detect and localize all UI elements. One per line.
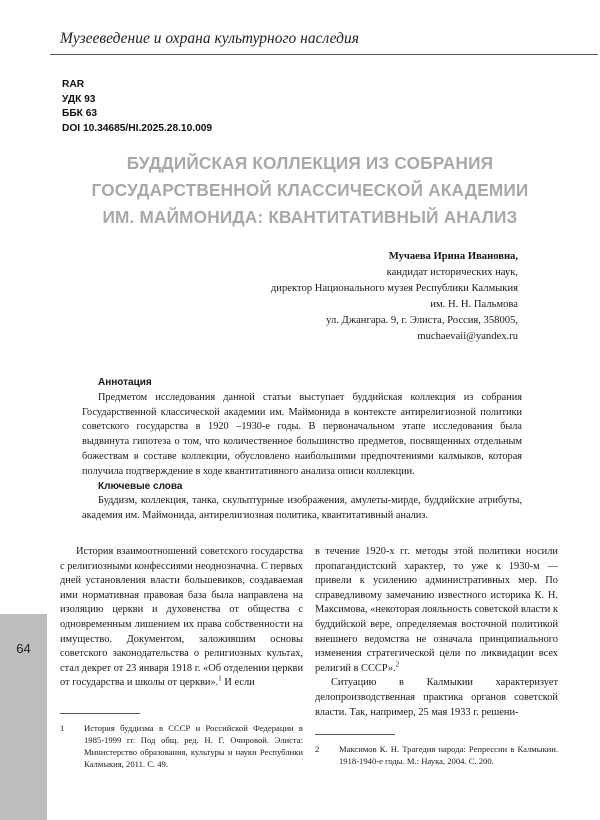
page-number: 64 — [16, 641, 31, 656]
body-column-left — [60, 545, 303, 770]
abstract-block — [82, 376, 522, 524]
footnote-divider — [60, 713, 140, 714]
bbk-code: ББК 63 — [62, 108, 98, 120]
body-paragraph: Ситуацию в Калмыкии характеризует делопроизводственная практика органов советской власти. Так, например, 25 мая 1933 г. решени- — [315, 677, 558, 718]
author-museum: им. Н. Н. Пальмова — [430, 299, 518, 310]
author-address: ул. Джангара. 9, г. Элиста, Россия, 358005, — [326, 315, 518, 326]
article-title — [60, 150, 560, 231]
footnote-ref: 2 — [395, 660, 400, 669]
author-position: директор Национального музея Республики Калмыкия — [270, 283, 518, 294]
body-paragraph-tail: И если — [224, 677, 255, 689]
keywords-heading: Ключевые слова — [98, 480, 183, 492]
title-line: ГОСУДАРСТВЕННОЙ КЛАССИЧЕСКОЙ АКАДЕМИИ — [91, 180, 529, 200]
running-header: Музееведение и охрана культурного наследия — [60, 30, 359, 47]
body-column-right — [315, 545, 558, 767]
udc-code: УДК 93 — [62, 93, 96, 105]
footnote-number: 2 — [315, 744, 320, 755]
body-paragraph-text: в течение 1920-х гг. методы этой политики носили пропагандистский характер, то уже к 1930-м — привели к усилению административных мер. По справедливому замечанию известного историка К. Н. Максимова, «некоторая лояльность советской власти к буддийской вере, определяемая восточной политикой внешнего ведомства не означала принципиального изменения стратегической цели по ликвидации всех религий в СССР». — [315, 546, 558, 674]
doi: DOI 10.34685/HI.2025.28.10.009 — [62, 122, 213, 134]
author-degree: кандидат исторических наук, — [386, 267, 518, 278]
abstract-text: Предметом исследования данной статьи выступает буддийская коллекция из собрания Государственной классической академии им. Маймонида в контексте антирелигиозной политики советского государства в 1920 –1930-е годы. В первоначальном этапе исследования была выдвинута гипотеза о том, что количественное большинство предметов, посвященных отдельным божествам в составе коллекции, обусловлено наибольшими предпочтениями калмыков, которая получила подтверждение в ходе квантитативного анализа описи коллекции. — [82, 391, 522, 477]
author-name: Мучаева Ирина Ивановна, — [388, 251, 518, 262]
header-divider — [50, 54, 598, 55]
title-line: БУДДИЙСКАЯ КОЛЛЕКЦИЯ ИЗ СОБРАНИЯ — [126, 153, 494, 173]
body-paragraph — [60, 545, 303, 691]
footnote — [60, 722, 303, 770]
footnote-text: Максимов К. Н. Трагедия народа: Репрессии в Калмыкии. 1918-1940-е годы. М.: Наука, 2004. С. 200. — [339, 744, 558, 767]
footnote-number: 1 — [60, 722, 65, 733]
abstract-heading: Аннотация — [98, 377, 152, 388]
rar-code: RAR — [62, 79, 85, 90]
keywords-text: Буддизм, коллекция, танка, скульптурные изображения, амулеты-мирде, буддийские атрибуты, академия им. Маймонида, антирелигиозная политика, квантитативный анализ. — [82, 495, 522, 522]
footnote-ref: 1 — [218, 674, 222, 683]
body-paragraph-text: История взаимоотношений советского государства с религиозными конфессиями неоднозначна. С первых дней установления власти большевиков, создаваемая ими нормативная правовая база была направлена на изоляцию церкви и духовенства от общества с одновременным лишением их права собственности на имущество. Документом, заложившим основы советского законодательства о религиозных культах, стал декрет от 23 января 1918 г. «Об отделении церкви от государства и школы от церкви». — [60, 546, 303, 689]
body-paragraph — [315, 545, 558, 676]
footnote — [315, 743, 558, 767]
footnote-text: История буддизма в СССР и Российской Федерации в 1985-1999 гг. Под общ. ред. Н. Г. Очировой. Элиста: Министерство образования, культуры и науки Республики Калмыкия, 2011. С. 49. — [84, 722, 303, 769]
author-email: muchaevaii@yandex.ru — [417, 331, 518, 342]
author-block — [118, 249, 518, 345]
title-line: ИМ. МАЙМОНИДА: КВАНТИТАТИВНЫЙ АНАЛИЗ — [102, 207, 518, 227]
footnote-divider — [315, 734, 395, 735]
article-identifiers — [62, 78, 212, 136]
